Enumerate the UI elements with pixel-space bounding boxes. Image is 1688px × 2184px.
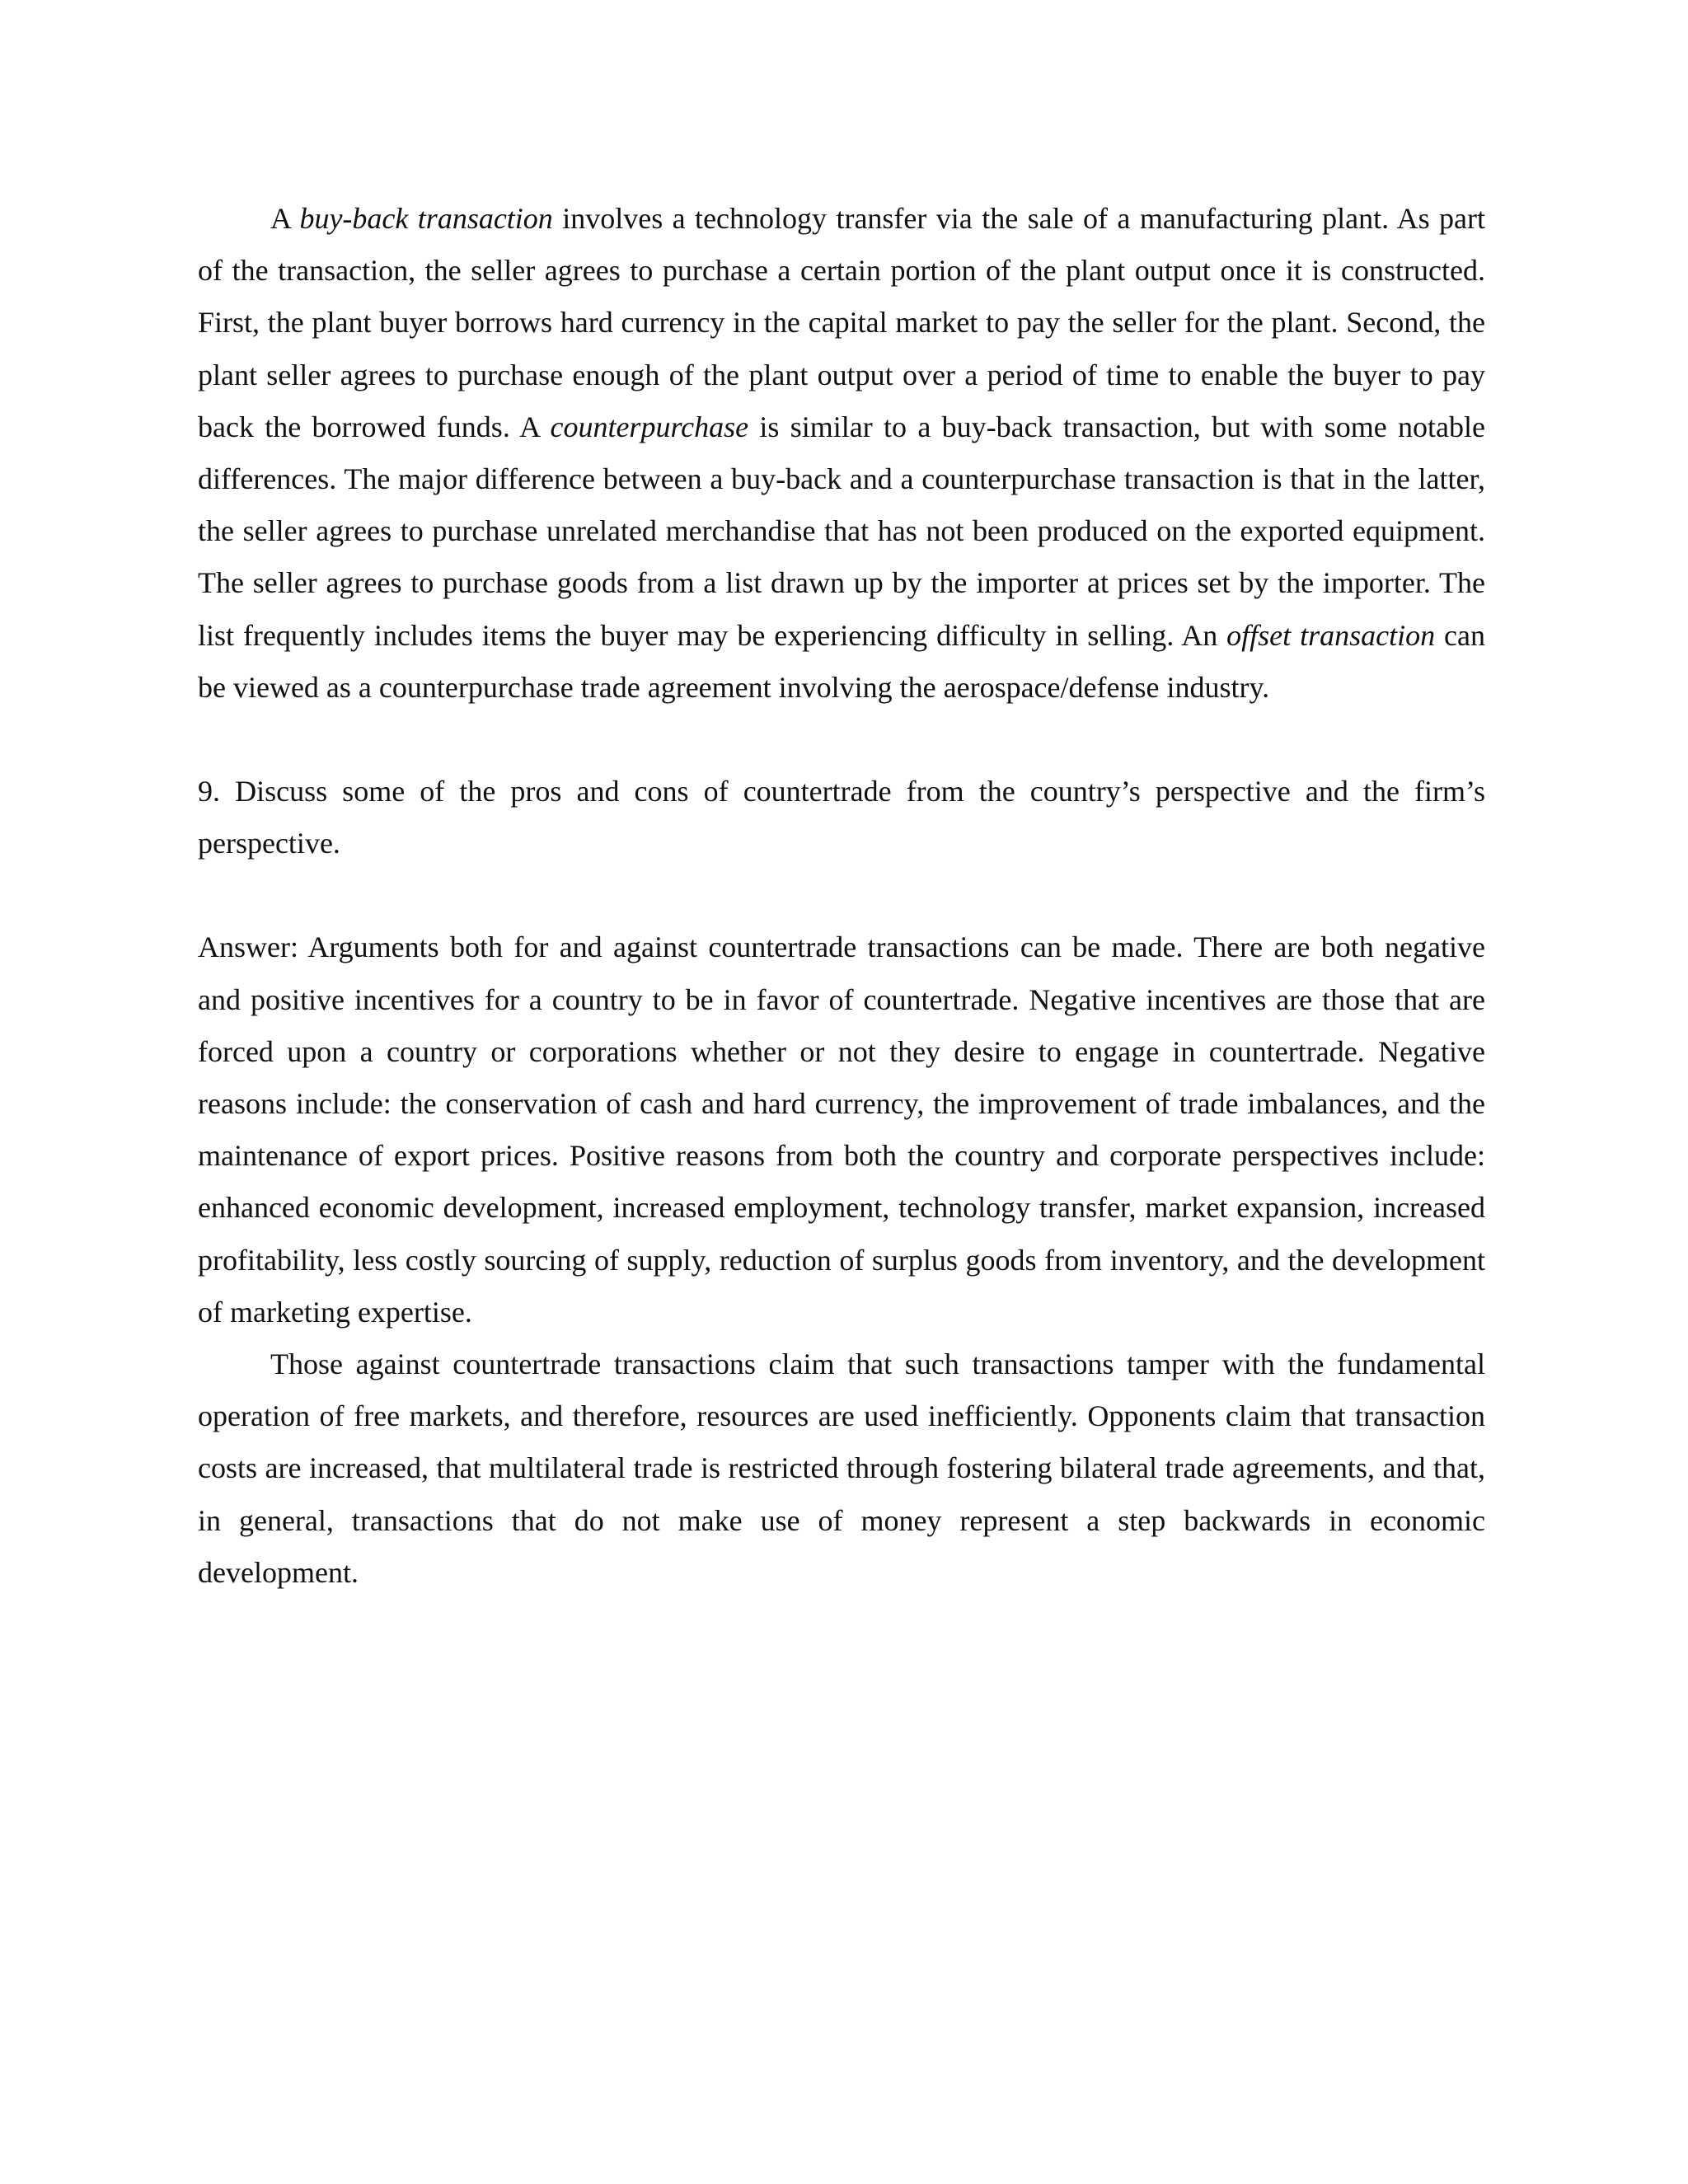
term-buy-back-transaction: buy-back transaction [299, 202, 553, 235]
term-offset-transaction: offset transaction [1226, 618, 1436, 652]
term-counterpurchase: counterpurchase [550, 410, 749, 443]
answer-paragraph-2: Those against countertrade transactions claim that such transactions tamper with the fundamental operation of free markets, and therefore, resources are used inefficiently. Opponents claim that transaction costs are increased, that multilateral trade is restricted through fostering bilateral trade agreements, and that, in general, transactions that do not make use of money represent a step backwards in economic development. [198, 1347, 1485, 1589]
buyback-text-4: can be viewed as a counterpurchase trade agreement involving the aerospace/defense industry. [198, 618, 1485, 704]
question-9: 9. Discuss some of the pros and cons of countertrade from the country’s perspective and the firm’s perspective. [198, 775, 1485, 860]
buyback-text-2: involves a technology transfer via the sale of a manufacturing plant. As part of the transaction, the seller agrees to purchase a certain portion of the plant output once it is constructed. First, the plant buyer borrows hard currency in the capital market to pay the seller for the plant. Second, the plant seller agrees to purchase enough of the plant output over a period of time to enable the buyer to pay back the borrowed funds. A [198, 202, 1486, 443]
buyback-paragraph [198, 193, 1485, 714]
answer-paragraph-1: Answer: Arguments both for and against countertrade transactions can be made. There are both negative and positive incentives for a country to be in favor of countertrade. Negative incentives are those that are forced upon a country or corporations whether or not they desire to engage in countertrade. Negative reasons include: the conservation of cash and hard currency, the improvement of trade imbalances, and the maintenance of export prices. Positive reasons from both the country and corporate perspectives include: enhanced economic development, increased employment, technology transfer, market expansion, increased profitability, less costly sourcing of supply, reduction of surplus goods from inventory, and the development of marketing expertise. [198, 930, 1485, 1329]
buyback-text-3: is similar to a buy-back transaction, but with some notable differences. The major difference between a buy-back and a counterpurchase transaction is that in the latter, the seller agrees to purchase unrelated merchandise that has not been produced on the exported equipment. The seller agrees to purchase goods from a list drawn up by the importer at prices set by the importer. The list frequently includes items the buyer may be experiencing difficulty in selling. An [198, 410, 1485, 652]
document-page [198, 193, 1485, 1599]
buyback-text-1: A [270, 202, 300, 235]
